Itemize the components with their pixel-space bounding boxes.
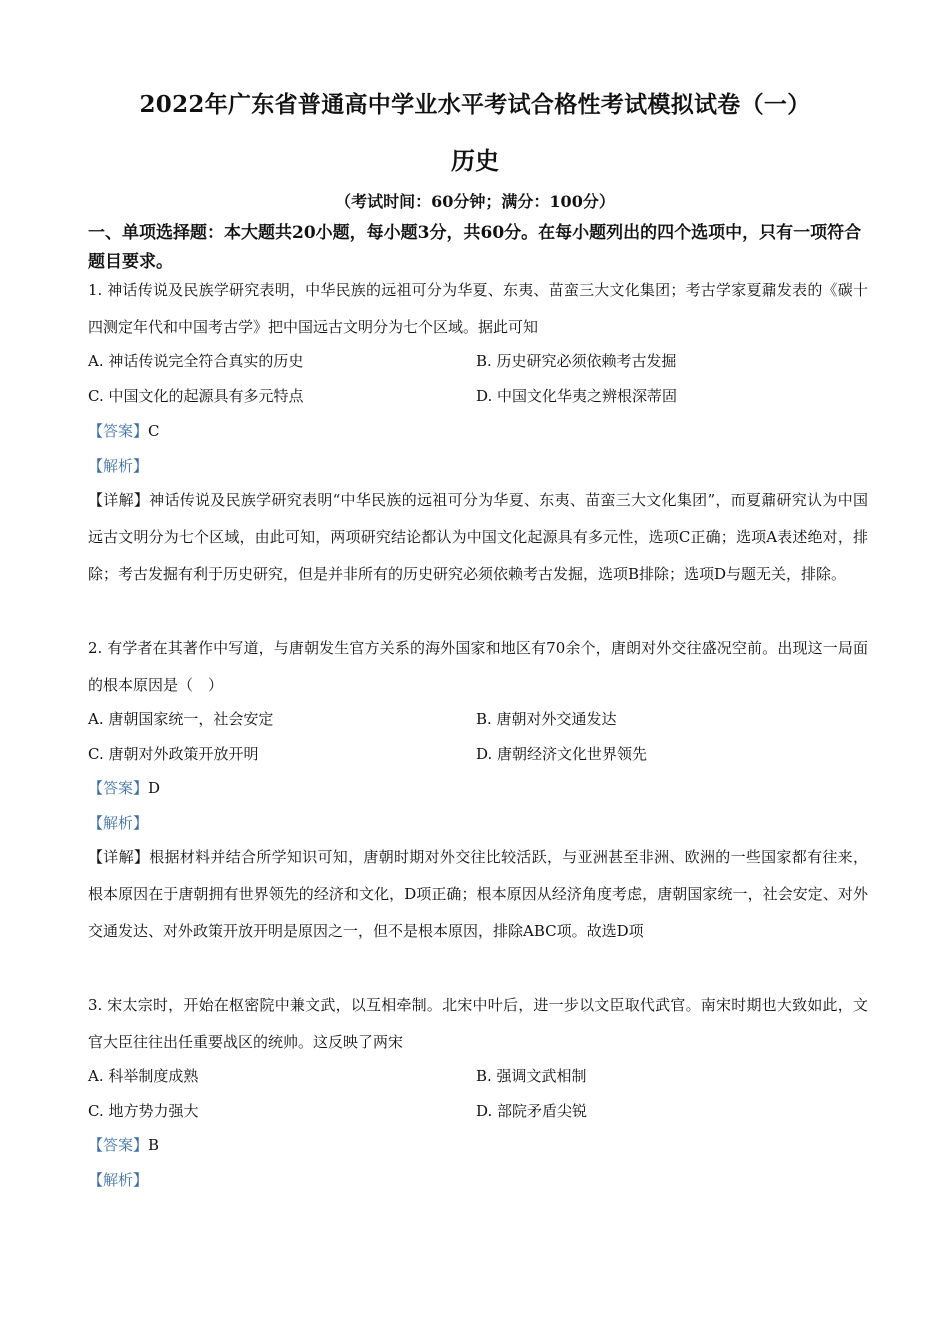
option-a: A. 神话传说完全符合真实的历史 <box>88 352 304 370</box>
detail-text <box>88 839 868 950</box>
question-2-options <box>88 702 868 772</box>
question-3-stem <box>88 987 868 1061</box>
option-b: B. 唐朝对外交通发达 <box>476 710 617 728</box>
analysis-tag: 【解析】 <box>88 1171 149 1189</box>
question-2-stem <box>88 630 868 704</box>
detail-body: 根据材料并结合所学知识可知，唐朝时期对外交往比较活跃，与亚洲甚至非洲、欧洲的一些国家都有往来，根本原因在于唐朝拥有世界领先的经济和文化，D项正确；根本原因从经济角度考虑，唐朝国家统一，社会安定、对外交通发达、对外政策开放开明是原因之一，但不是根本原因，排除ABC项。故选D项 <box>88 848 868 940</box>
analysis-tag: 【解析】 <box>88 814 149 832</box>
answer-value: C <box>148 422 160 440</box>
section-heading: 一、单项选择题：本大题共20小题，每小题3分，共60分。在每小题列出的四个选项中，只有一项符合题目要求。 <box>88 223 862 272</box>
answer-tag: 【答案】 <box>88 422 149 440</box>
detail-tag: 【详解】 <box>88 491 150 509</box>
question-3-analysis-label <box>88 1168 148 1192</box>
option-b: B. 历史研究必须依赖考古发掘 <box>476 352 677 370</box>
answer-tag: 【答案】 <box>88 1136 149 1154</box>
option-a: A. 科举制度成熟 <box>88 1067 199 1085</box>
option-c: C. 唐朝对外政策开放开明 <box>88 745 259 763</box>
question-2-answer <box>88 776 160 800</box>
option-c: C. 中国文化的起源具有多元特点 <box>88 387 304 405</box>
question-2-detail <box>88 839 868 950</box>
exam-info: （考试时间：60分钟；满分：100分） <box>335 192 615 211</box>
question-1-stem <box>88 272 868 346</box>
question-3-answer <box>88 1133 159 1157</box>
question-stem: 3. 宋太宗时，开始在枢密院中兼文武，以互相牵制。北宋中叶后，进一步以文臣取代武官。南宋时期也大致如此，文官大臣往往出任重要战区的统帅。这反映了两宋 <box>88 996 868 1051</box>
detail-tag: 【详解】 <box>88 848 150 866</box>
answer-value: D <box>148 779 161 797</box>
detail-text <box>88 482 868 593</box>
question-stem: 1. 神话传说及民族学研究表明，中华民族的远祖可分为华夏、东夷、苗蛮三大文化集团；考古学家夏鼐发表的《碳十四测定年代和中国考古学》把中国远古文明分为七个区域。据此可知 <box>88 281 868 336</box>
question-1-answer <box>88 419 160 443</box>
option-a: A. 唐朝国家统一，社会安定 <box>88 710 274 728</box>
option-b: B. 强调文武相制 <box>476 1067 587 1085</box>
option-d: D. 部院矛盾尖锐 <box>476 1102 588 1120</box>
option-d: D. 中国文化华夷之辨根深蒂固 <box>476 387 678 405</box>
subject-title: 历史 <box>451 146 499 175</box>
answer-tag: 【答案】 <box>88 779 149 797</box>
question-1-detail <box>88 482 868 593</box>
question-stem: 2. 有学者在其著作中写道，与唐朝发生官方关系的海外国家和地区有70余个，唐朗对外交往盛况空前。出现这一局面的根本原因是（ ） <box>88 639 868 694</box>
exam-title: 2022年广东省普通高中学业水平考试合格性考试模拟试卷（一） <box>139 91 811 118</box>
question-1-options <box>88 344 868 414</box>
analysis-tag: 【解析】 <box>88 457 149 475</box>
option-c: C. 地方势力强大 <box>88 1102 199 1120</box>
question-2-analysis-label <box>88 811 148 835</box>
detail-body: 神话传说及民族学研究表明“中华民族的远祖可分为华夏、东夷、苗蛮三大文化集团”，而夏鼐研究认为中国远古文明分为七个区域，由此可知，两项研究结论都认为中国文化起源具有多元性，选项C正确；选项A表述绝对，排除；考古发掘有利于历史研究，但是并非所有的历史研究必须依赖考古发掘，选项B排除；选项D与题无关，排除。 <box>88 491 868 583</box>
question-3-options <box>88 1059 868 1129</box>
answer-value: B <box>148 1136 160 1154</box>
question-1-analysis-label <box>88 454 148 478</box>
option-d: D. 唐朝经济文化世界领先 <box>476 745 648 763</box>
